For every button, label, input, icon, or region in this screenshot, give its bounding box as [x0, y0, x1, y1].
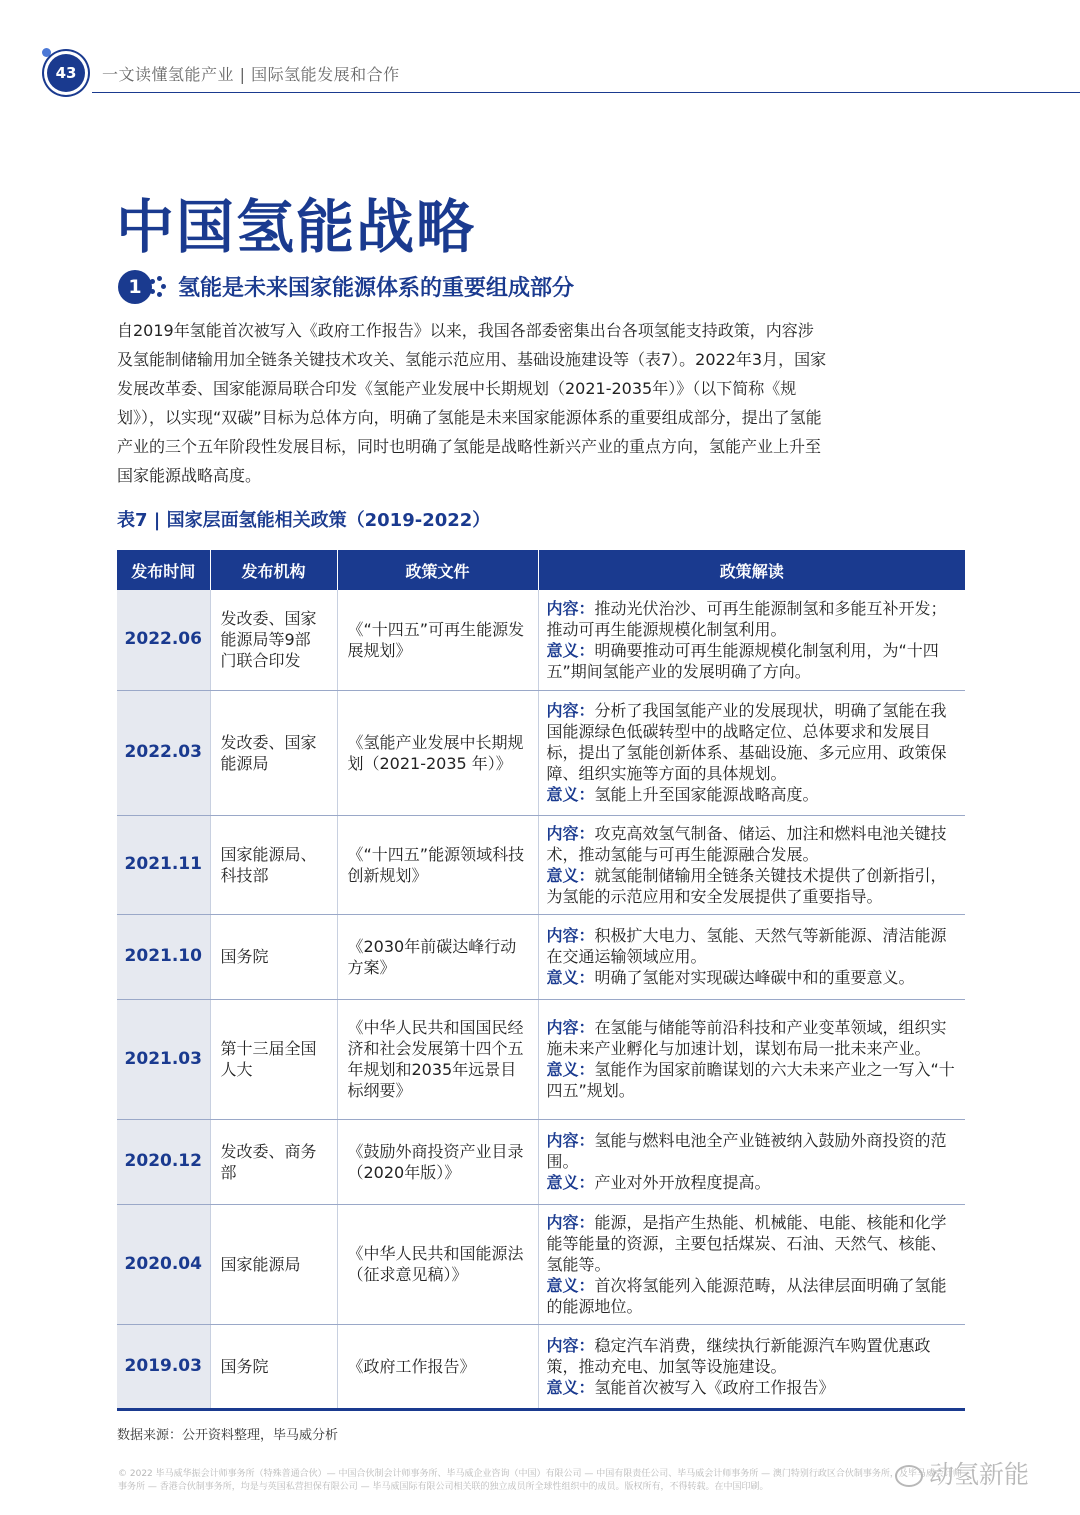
content-label: 内容： — [546, 701, 595, 720]
meaning-text: 氢能首次被写入《政府工作报告》 — [594, 1377, 835, 1397]
cell-agency: 发改委、商务部 — [210, 1119, 337, 1204]
intro-paragraph: 自2019年氢能首次被写入《政府工作报告》以来，我国各部委密集出台各项氢能支持政策，内容涉及氢能制储输用加全链条关键技术攻关、氢能示范应用、基础设施建设等（表7）。2022年3月，国家发展改革委、国家能源局联合印发《氢能产业发展中长期规划（2021-2035年）》（以下简称《规划》），以实现“双碳”目标为总体方向，明确了氢能是未来国家能源体系的重要组成部分，提出了氢能产业的三个五年阶段性发展目标，同时也明确了氢能是战略性新兴产业的重点方向，氢能产业上升至国家能源战略高度。 — [117, 321, 827, 485]
cell-date: 2021.03 — [117, 999, 210, 1119]
table-row — [117, 690, 965, 815]
page-title: 中国氢能战略 — [116, 193, 477, 261]
cell-date: 2020.04 — [117, 1204, 210, 1324]
meaning-label: 意义： — [546, 785, 595, 804]
content-label: 内容： — [546, 1335, 595, 1355]
table-header-row — [117, 550, 965, 590]
header-agency: 发布机构 — [210, 550, 337, 590]
table-caption: 表7 | 国家层面氢能相关政策（2019-2022） — [117, 510, 491, 531]
table-row — [117, 914, 965, 999]
cell-agency: 国务院 — [210, 914, 337, 999]
header-document: 政策文件 — [337, 550, 538, 590]
watermark-text: 动氢新能 — [929, 1460, 1030, 1489]
content-text: 积极扩大电力、氢能、天然气等新能源、清洁能源在交通运输领域应用。 — [546, 926, 947, 966]
meaning-label: 意义： — [546, 865, 595, 885]
header-title: 一文读懂氢能产业 | 国际氢能发展和合作 — [102, 65, 400, 84]
cell-interpretation — [538, 1204, 965, 1324]
content-text: 稳定汽车消费，继续执行新能源汽车购置优惠政策，推动充电、加氢等设施建设。 — [546, 1335, 931, 1376]
cell-interpretation — [538, 1119, 965, 1204]
meaning-label: 意义： — [546, 968, 595, 987]
cell-interpretation — [538, 590, 965, 690]
cell-interpretation — [538, 690, 965, 815]
table-row — [117, 590, 965, 690]
content-text: 能源，是指产生热能、机械能、电能、核能和化学能等能量的资源，主要包括煤炭、石油、天然气、核能、氢能等。 — [546, 1212, 947, 1274]
content-label: 内容： — [546, 598, 595, 618]
meaning-text: 明确要推动可再生能源规模化制氢利用，为“十四五”期间氢能产业的发展明确了方向。 — [546, 640, 939, 681]
meaning-label: 意义： — [546, 1377, 595, 1397]
table-row — [117, 815, 965, 914]
content-text: 分析了我国氢能产业的发展现状，明确了氢能在我国能源绿色低碳转型中的战略定位、总体要求和发展目标，提出了氢能创新体系、基础设施、多元应用、政策保障、组织实施等方面的具体规划。 — [546, 701, 947, 783]
table-row — [117, 999, 965, 1119]
meaning-text: 产业对外开放程度提高。 — [594, 1173, 771, 1192]
policy-table — [117, 550, 965, 1411]
page-header — [0, 40, 1080, 110]
cell-interpretation — [538, 999, 965, 1119]
cell-date: 2019.03 — [117, 1324, 210, 1409]
meaning-text: 明确了氢能对实现碳达峰碳中和的重要意义。 — [594, 968, 915, 987]
cell-date: 2020.12 — [117, 1119, 210, 1204]
source-note: 数据来源：公开资料整理，毕马威分析 — [117, 1428, 339, 1443]
table-row — [117, 1204, 965, 1324]
badge-dot-icon — [42, 48, 51, 57]
table-row — [117, 1119, 965, 1204]
cell-agency: 国家能源局 — [210, 1204, 337, 1324]
cell-interpretation — [538, 914, 965, 999]
content-label: 内容： — [546, 926, 595, 945]
cell-document: 《“十四五”可再生能源发展规划》 — [337, 590, 538, 690]
meaning-label: 意义： — [546, 1275, 595, 1295]
dots-icon — [148, 276, 168, 300]
section-number-badge: 1 — [118, 270, 152, 304]
cell-agency: 国务院 — [210, 1324, 337, 1409]
content-label: 内容： — [546, 1131, 595, 1150]
cell-date: 2021.10 — [117, 914, 210, 999]
cell-interpretation — [538, 1324, 965, 1409]
content-text: 攻克高效氢气制备、储运、加注和燃料电池关键技术，推动氢能与可再生能源融合发展。 — [546, 823, 947, 864]
cell-document: 《中华人民共和国国民经济和社会发展第十四个五年规划和2035年远景目标纲要》 — [337, 999, 538, 1119]
cell-agency: 发改委、国家能源局等9部门联合印发 — [210, 590, 337, 690]
meaning-text: 就氢能制储输用全链条关键技术提供了创新指引，为氢能的示范应用和安全发展提供了重要指导。 — [546, 865, 947, 906]
cell-date: 2022.06 — [117, 590, 210, 690]
cell-document: 《中华人民共和国能源法（征求意见稿）》 — [337, 1204, 538, 1324]
cell-interpretation — [538, 815, 965, 914]
content-label: 内容： — [546, 823, 595, 843]
header-divider — [92, 92, 1080, 93]
cell-document: 《2030年前碳达峰行动方案》 — [337, 914, 538, 999]
meaning-text: 首次将氢能列入能源范畴，从法律层面明确了氢能的能源地位。 — [546, 1275, 947, 1316]
cell-document: 《鼓励外商投资产业目录（2020年版）》 — [337, 1119, 538, 1204]
footer-copyright: © 2022 毕马威华振会计师事务所（特殊普通合伙）— 中国合伙制会计师事务所、毕马威企业咨询（中国）有限公司 — 中国有限责任公司、毕马威会计师事务所 — 澳门特别行政区合伙制事务所，及毕马威会计师事务所 — 香港合伙制事务所，均是与英国私营担保有限公司 — 毕马威国际有限公司相关联的独立成员所全球性组织中的成员。版权所有，不得转载。在中国印刷。 — [118, 1469, 962, 1492]
content-text: 在氢能与储能等前沿科技和产业变革领域，组织实施未来产业孵化与加速计划，谋划布局一批未来产业。 — [546, 1018, 947, 1058]
meaning-text: 氢能上升至国家能源战略高度。 — [594, 785, 819, 804]
content-text: 推动光伏治沙、可再生能源制氢和多能互补开发；推动可再生能源规模化制氢利用。 — [546, 598, 947, 639]
cell-document: 《“十四五”能源领域科技创新规划》 — [337, 815, 538, 914]
header-date: 发布时间 — [117, 550, 210, 590]
page-number-badge: 43 — [47, 54, 85, 92]
header-interpretation: 政策解读 — [538, 550, 965, 590]
cell-document: 《政府工作报告》 — [337, 1324, 538, 1409]
cell-agency: 第十三届全国人大 — [210, 999, 337, 1119]
meaning-text: 氢能作为国家前瞻谋划的六大未来产业之一写入“十四五”规划。 — [546, 1060, 955, 1100]
cell-date: 2021.11 — [117, 815, 210, 914]
watermark — [895, 1455, 1029, 1491]
meaning-label: 意义： — [546, 1173, 595, 1192]
section-title: 氢能是未来国家能源体系的重要组成部分 — [178, 276, 575, 301]
wechat-icon — [895, 1465, 923, 1487]
cell-agency: 国家能源局、科技部 — [210, 815, 337, 914]
content-label: 内容： — [546, 1018, 595, 1037]
table-row — [117, 1324, 965, 1409]
content-text: 氢能与燃料电池全产业链被纳入鼓励外商投资的范围。 — [546, 1131, 947, 1171]
meaning-label: 意义： — [546, 1060, 595, 1079]
cell-document: 《氢能产业发展中长期规划（2021-2035 年）》 — [337, 690, 538, 815]
cell-agency: 发改委、国家能源局 — [210, 690, 337, 815]
cell-date: 2022.03 — [117, 690, 210, 815]
content-label: 内容： — [546, 1212, 595, 1232]
meaning-label: 意义： — [546, 640, 595, 660]
